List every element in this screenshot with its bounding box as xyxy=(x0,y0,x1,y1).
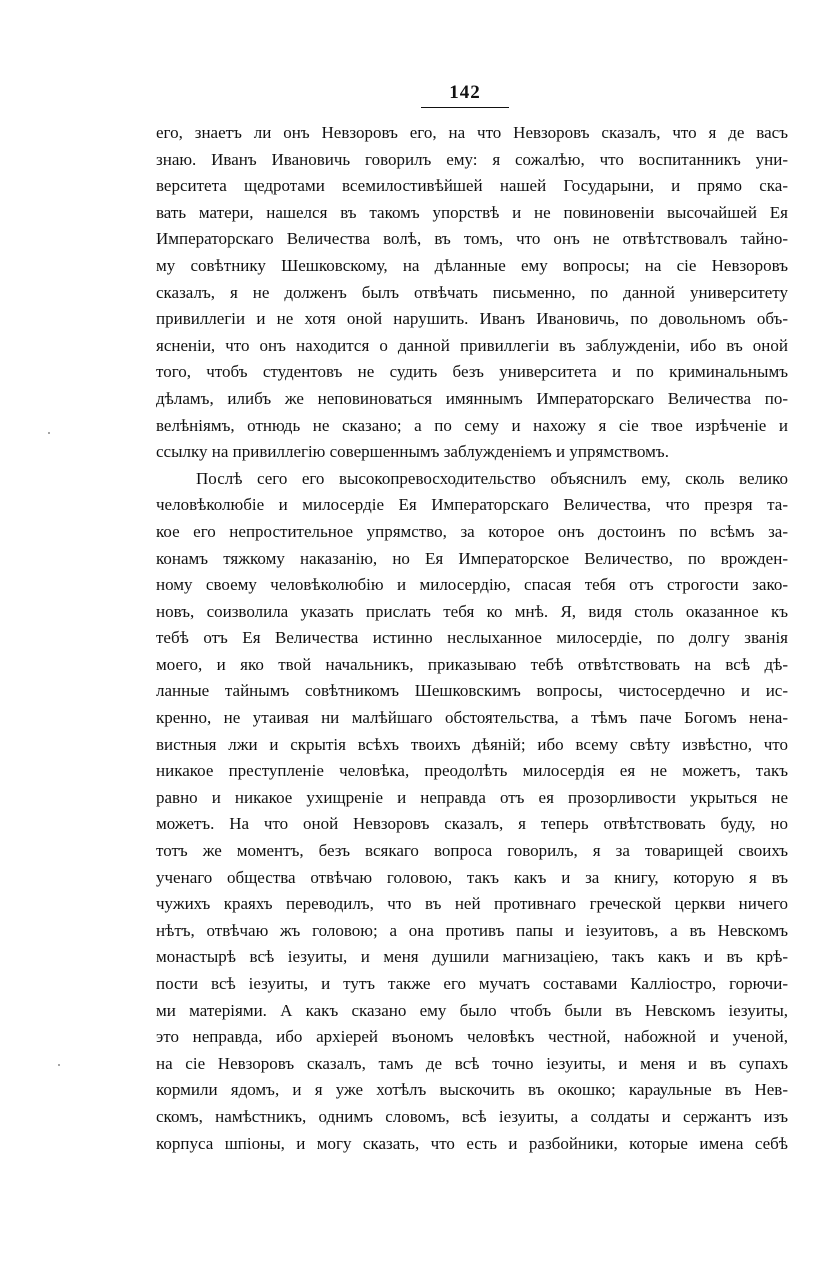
page-number-rule xyxy=(421,107,509,108)
text-line: на сіе Невзоровъ сказалъ, тамъ де всѣ точно іезуиты, и меня и въ супахъ xyxy=(156,1053,788,1073)
text-line: пости всѣ іезуиты, и тутъ также его мучатъ составами Калліостро, горючи- xyxy=(156,974,788,993)
text-line: чужихъ краяхъ переводилъ, что въ ней противнаго греческой церкви ничего xyxy=(156,894,788,914)
text-line: можетъ. На что оной Невзоровъ сказалъ, я теперь отвѣтствовать буду, но xyxy=(156,814,788,834)
text-line: дѣламъ, илибъ же неповиноваться имяннымъ Императорскаго Величества по- xyxy=(156,388,788,408)
text-line: монастырѣ всѣ іезуиты, и меня душили магнизаціею, такъ какъ и въ крѣ- xyxy=(156,947,788,967)
text-line: это неправда, ибо архіерей въономъ человѣкъ честной, набожной и ученой, xyxy=(156,1027,788,1047)
text-line: ссылку на привиллегію совершеннымъ заблужденіемъ и упрямствомъ. xyxy=(156,442,669,462)
text-line: сказалъ, я не долженъ былъ отвѣчать письменно, по данной университету xyxy=(156,282,788,302)
text-line: того, чтобъ студентовъ не судить безъ университета и по криминальнымъ xyxy=(156,362,788,382)
text-line: конамъ тяжкому наказанію, но Ея Императорское Величество, по врожден- xyxy=(156,548,788,568)
text-line: нѣтъ, отвѣчаю жъ головою; а она противъ папы и іезуитовъ, а въ Невскомъ xyxy=(156,920,788,940)
text-line: никакое преступленіе человѣка, преодолѣть милосердія ея не можетъ, такъ xyxy=(156,761,788,781)
text-line: привиллегіи и не хотя оной нарушить. Иванъ Ивановичь, по довольномъ объ- xyxy=(156,309,788,329)
text-line: тотъ же моментъ, безъ всякаго вопроса говорилъ, я за товарищей своихъ xyxy=(156,841,788,861)
text-line: корпуса шпіоны, и могу сказать, что есть и разбойники, которые имена себѣ xyxy=(156,1133,788,1153)
text-line: кормили ядомъ, и я уже хотѣлъ выскочить въ окошко; караульные въ Нев- xyxy=(156,1080,788,1100)
text-line: ученаго общества отвѣчаю головою, такъ какъ и за книгу, которую я въ xyxy=(156,867,788,887)
text-line: вать матери, нашелся въ такомъ упорствѣ и не повиновеніи высочайшей Ея xyxy=(156,202,788,222)
text-line: ми матеріями. А какъ сказано ему было чтобъ были въ Невскомъ іезуиты, xyxy=(156,1000,788,1020)
margin-speck xyxy=(48,432,50,434)
text-line: велѣніямъ, отнюдь не сказано; а по сему и нахожу я сіе твое изрѣченіе и xyxy=(156,415,788,435)
body-text xyxy=(156,120,788,1157)
text-line: ясненіи, что онъ находится о данной привиллегіи въ заблужденіи, ибо въ оной xyxy=(156,335,788,355)
text-line: тебѣ отъ Ея Величества истинно неслыханное милосердіе, по долгу званія xyxy=(156,628,788,648)
text-line: знаю. Иванъ Ивановичь говорилъ ему: я сожалѣю, что воспитанникъ уни- xyxy=(156,149,788,169)
text-line: вистныя лжи и скрытія всѣхъ твоихъ дѣяній; ибо всему свѣту извѣстно, что xyxy=(156,734,788,754)
text-line: верситета щедротами всемилостивѣйшей нашей Государыни, и прямо ска- xyxy=(156,176,788,196)
text-line: новъ, соизволила указать прислать тебя ко мнѣ. Я, видя столь оказанное къ xyxy=(156,601,788,621)
margin-speck xyxy=(58,1064,60,1066)
page-number: 142 xyxy=(449,82,481,103)
text-line: кренно, не утаивая ни малѣйшаго обстоятельства, а тѣмъ паче Богомъ нена- xyxy=(156,708,788,728)
text-line: человѣколюбіе и милосердіе Ея Императорскаго Величества, что презря та- xyxy=(156,495,788,515)
text-line: му совѣтнику Шешковскому, на дѣланные ему вопросы; на сіе Невзоровъ xyxy=(156,255,788,275)
text-line: равно и никакое ухищреніе и неправда отъ ея прозорливости укрыться не xyxy=(156,787,788,807)
text-line: моего, и яко твой начальникъ, приказываю тебѣ отвѣтствовать на всѣ дѣ- xyxy=(156,654,788,674)
text-line: Императорскаго Величества волѣ, въ томъ, что онъ не отвѣтствовалъ тайно- xyxy=(156,229,788,249)
text-line: ланные тайнымъ совѣтникомъ Шешковскимъ вопросы, чистосердечно и ис- xyxy=(156,681,788,701)
text-line: скомъ, намѣстникъ, однимъ словомъ, всѣ іезуиты, а солдаты и сержантъ изъ xyxy=(156,1106,788,1126)
text-line: кое его непростительное упрямство, за которое онъ достоинъ по всѣмъ за- xyxy=(156,521,788,541)
text-line: ному своему человѣколюбію и милосердію, спасая тебя отъ строгости зако- xyxy=(156,575,788,595)
text-line: его, знаетъ ли онъ Невзоровъ его, на что Невзоровъ сказалъ, что я де васъ xyxy=(156,123,788,142)
paragraph-start-line: Послѣ сего его высокопревосходительство объяснилъ ему, сколь велико xyxy=(196,468,788,488)
